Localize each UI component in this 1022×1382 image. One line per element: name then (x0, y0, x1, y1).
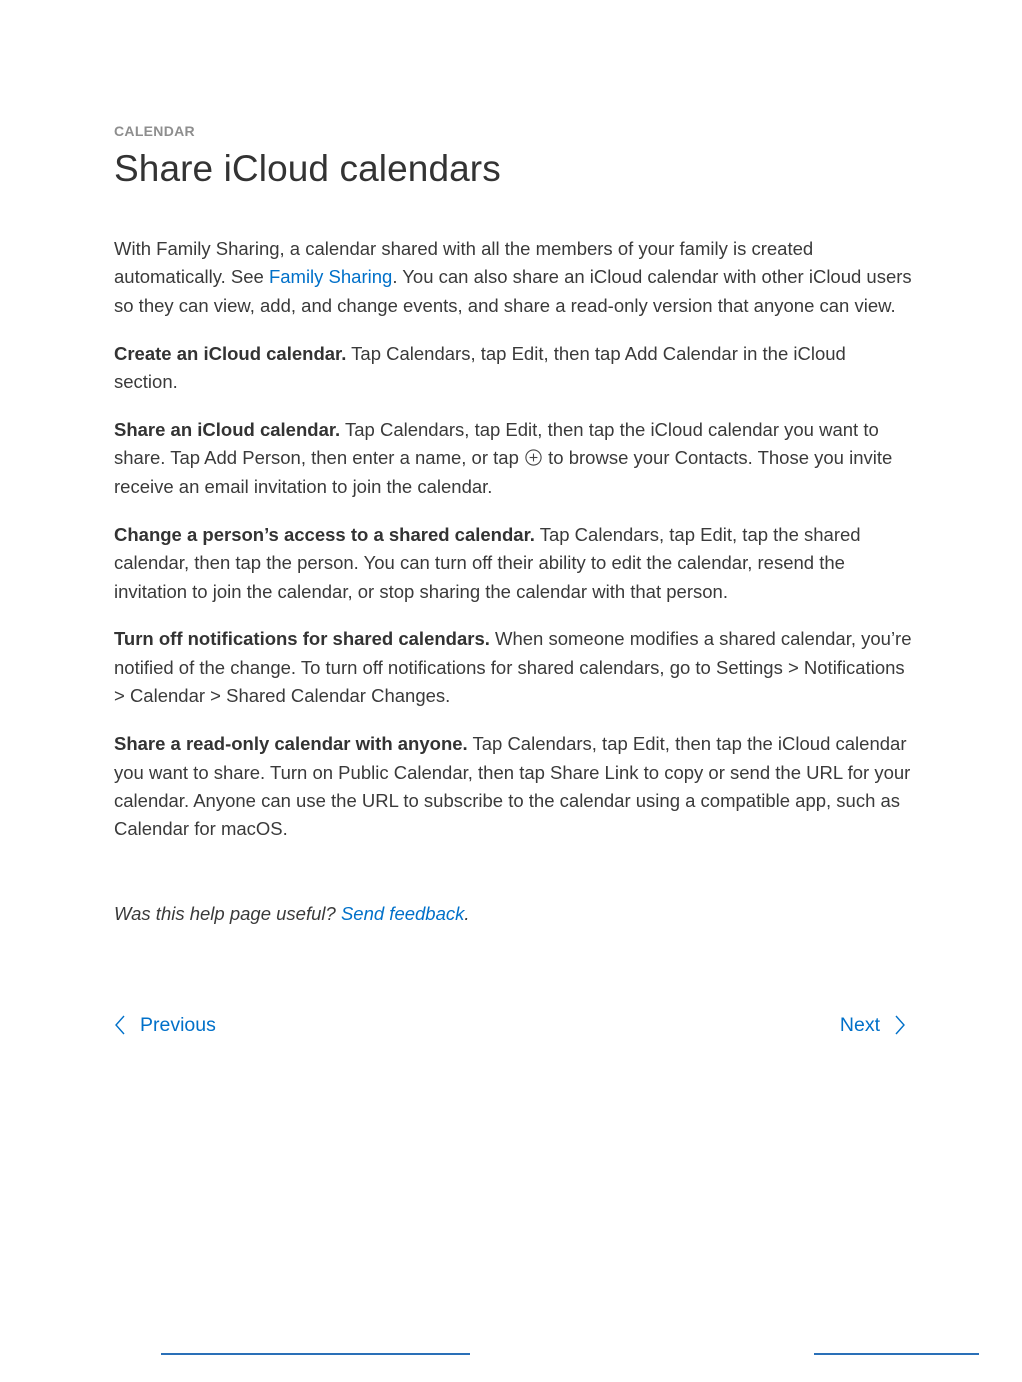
next-label: Next (839, 1014, 880, 1036)
family-sharing-link[interactable]: Family Sharing (268, 266, 393, 288)
notifications-heading: Turn off notifications for shared calendars. (114, 628, 490, 650)
create-calendar-heading: Create an iCloud calendar. (114, 342, 347, 364)
read-only-heading: Share a read-only calendar with anyone. (114, 733, 468, 755)
read-only-paragraph (114, 730, 914, 844)
read-only-text: Tap Calendars, tap Edit, then tap the iCloud calendar you want to share. Turn on Public Calendar, then tap Share Link to copy or send the URL for your calendar. Anyone can use the URL to subscribe to the calendar using a compatible app, such as Calendar for macOS. (114, 733, 911, 840)
create-calendar-paragraph (114, 340, 914, 397)
pager (114, 1010, 906, 1040)
section-eyebrow: CALENDAR (114, 123, 195, 139)
notifications-paragraph (114, 625, 914, 710)
previous-label: Previous (140, 1014, 216, 1036)
change-access-paragraph (114, 521, 914, 606)
feedback-question: Was this help page useful? (114, 902, 341, 924)
footer-link-underline (161, 1353, 470, 1355)
article (114, 121, 914, 928)
article-body (114, 235, 914, 844)
share-calendar-heading: Share an iCloud calendar. (114, 419, 341, 441)
feedback-suffix: . (464, 902, 470, 924)
footer-link-underline (814, 1353, 979, 1355)
change-access-heading: Change a person’s access to a shared calendar. (114, 523, 535, 545)
intro-text-before: With Family Sharing, a calendar shared with all the members of your family is created automatically. See (114, 238, 814, 288)
feedback-line (114, 900, 914, 928)
next-button[interactable] (840, 1010, 906, 1040)
chevron-right-icon (894, 1014, 906, 1036)
notifications-text: When someone modifies a shared calendar, you’re notified of the change. To turn off notifications for shared calendars, go to Settings > Notifications > Calendar > Shared Calendar Changes. (114, 628, 912, 707)
create-calendar-text: Tap Calendars, tap Edit, then tap Add Calendar in the iCloud section. (114, 342, 846, 393)
page-title: Share iCloud calendars (114, 148, 501, 189)
intro-paragraph (114, 235, 914, 320)
share-calendar-text-after: to browse your Contacts. Those you invite receive an email invitation to join the calendar. (114, 447, 893, 497)
share-calendar-text-before: Tap Calendars, tap Edit, then tap the iCloud calendar you want to share. Tap Add Person, then enter a name, or tap (114, 419, 879, 469)
intro-text-after: . You can also share an iCloud calendar with other iCloud users so they can view, add, and change events, and share a read-only version that anyone can view. (114, 266, 912, 316)
chevron-left-icon (114, 1014, 126, 1036)
change-access-text: Tap Calendars, tap Edit, tap the shared calendar, then tap the person. You can turn off their ability to edit the calendar, resend the invitation to join the calendar, or stop sharing the calendar with that person. (114, 523, 861, 602)
send-feedback-link[interactable]: Send feedback (340, 902, 465, 924)
previous-button[interactable] (114, 1010, 216, 1040)
share-calendar-paragraph (114, 416, 914, 501)
add-circle-icon (525, 446, 542, 463)
